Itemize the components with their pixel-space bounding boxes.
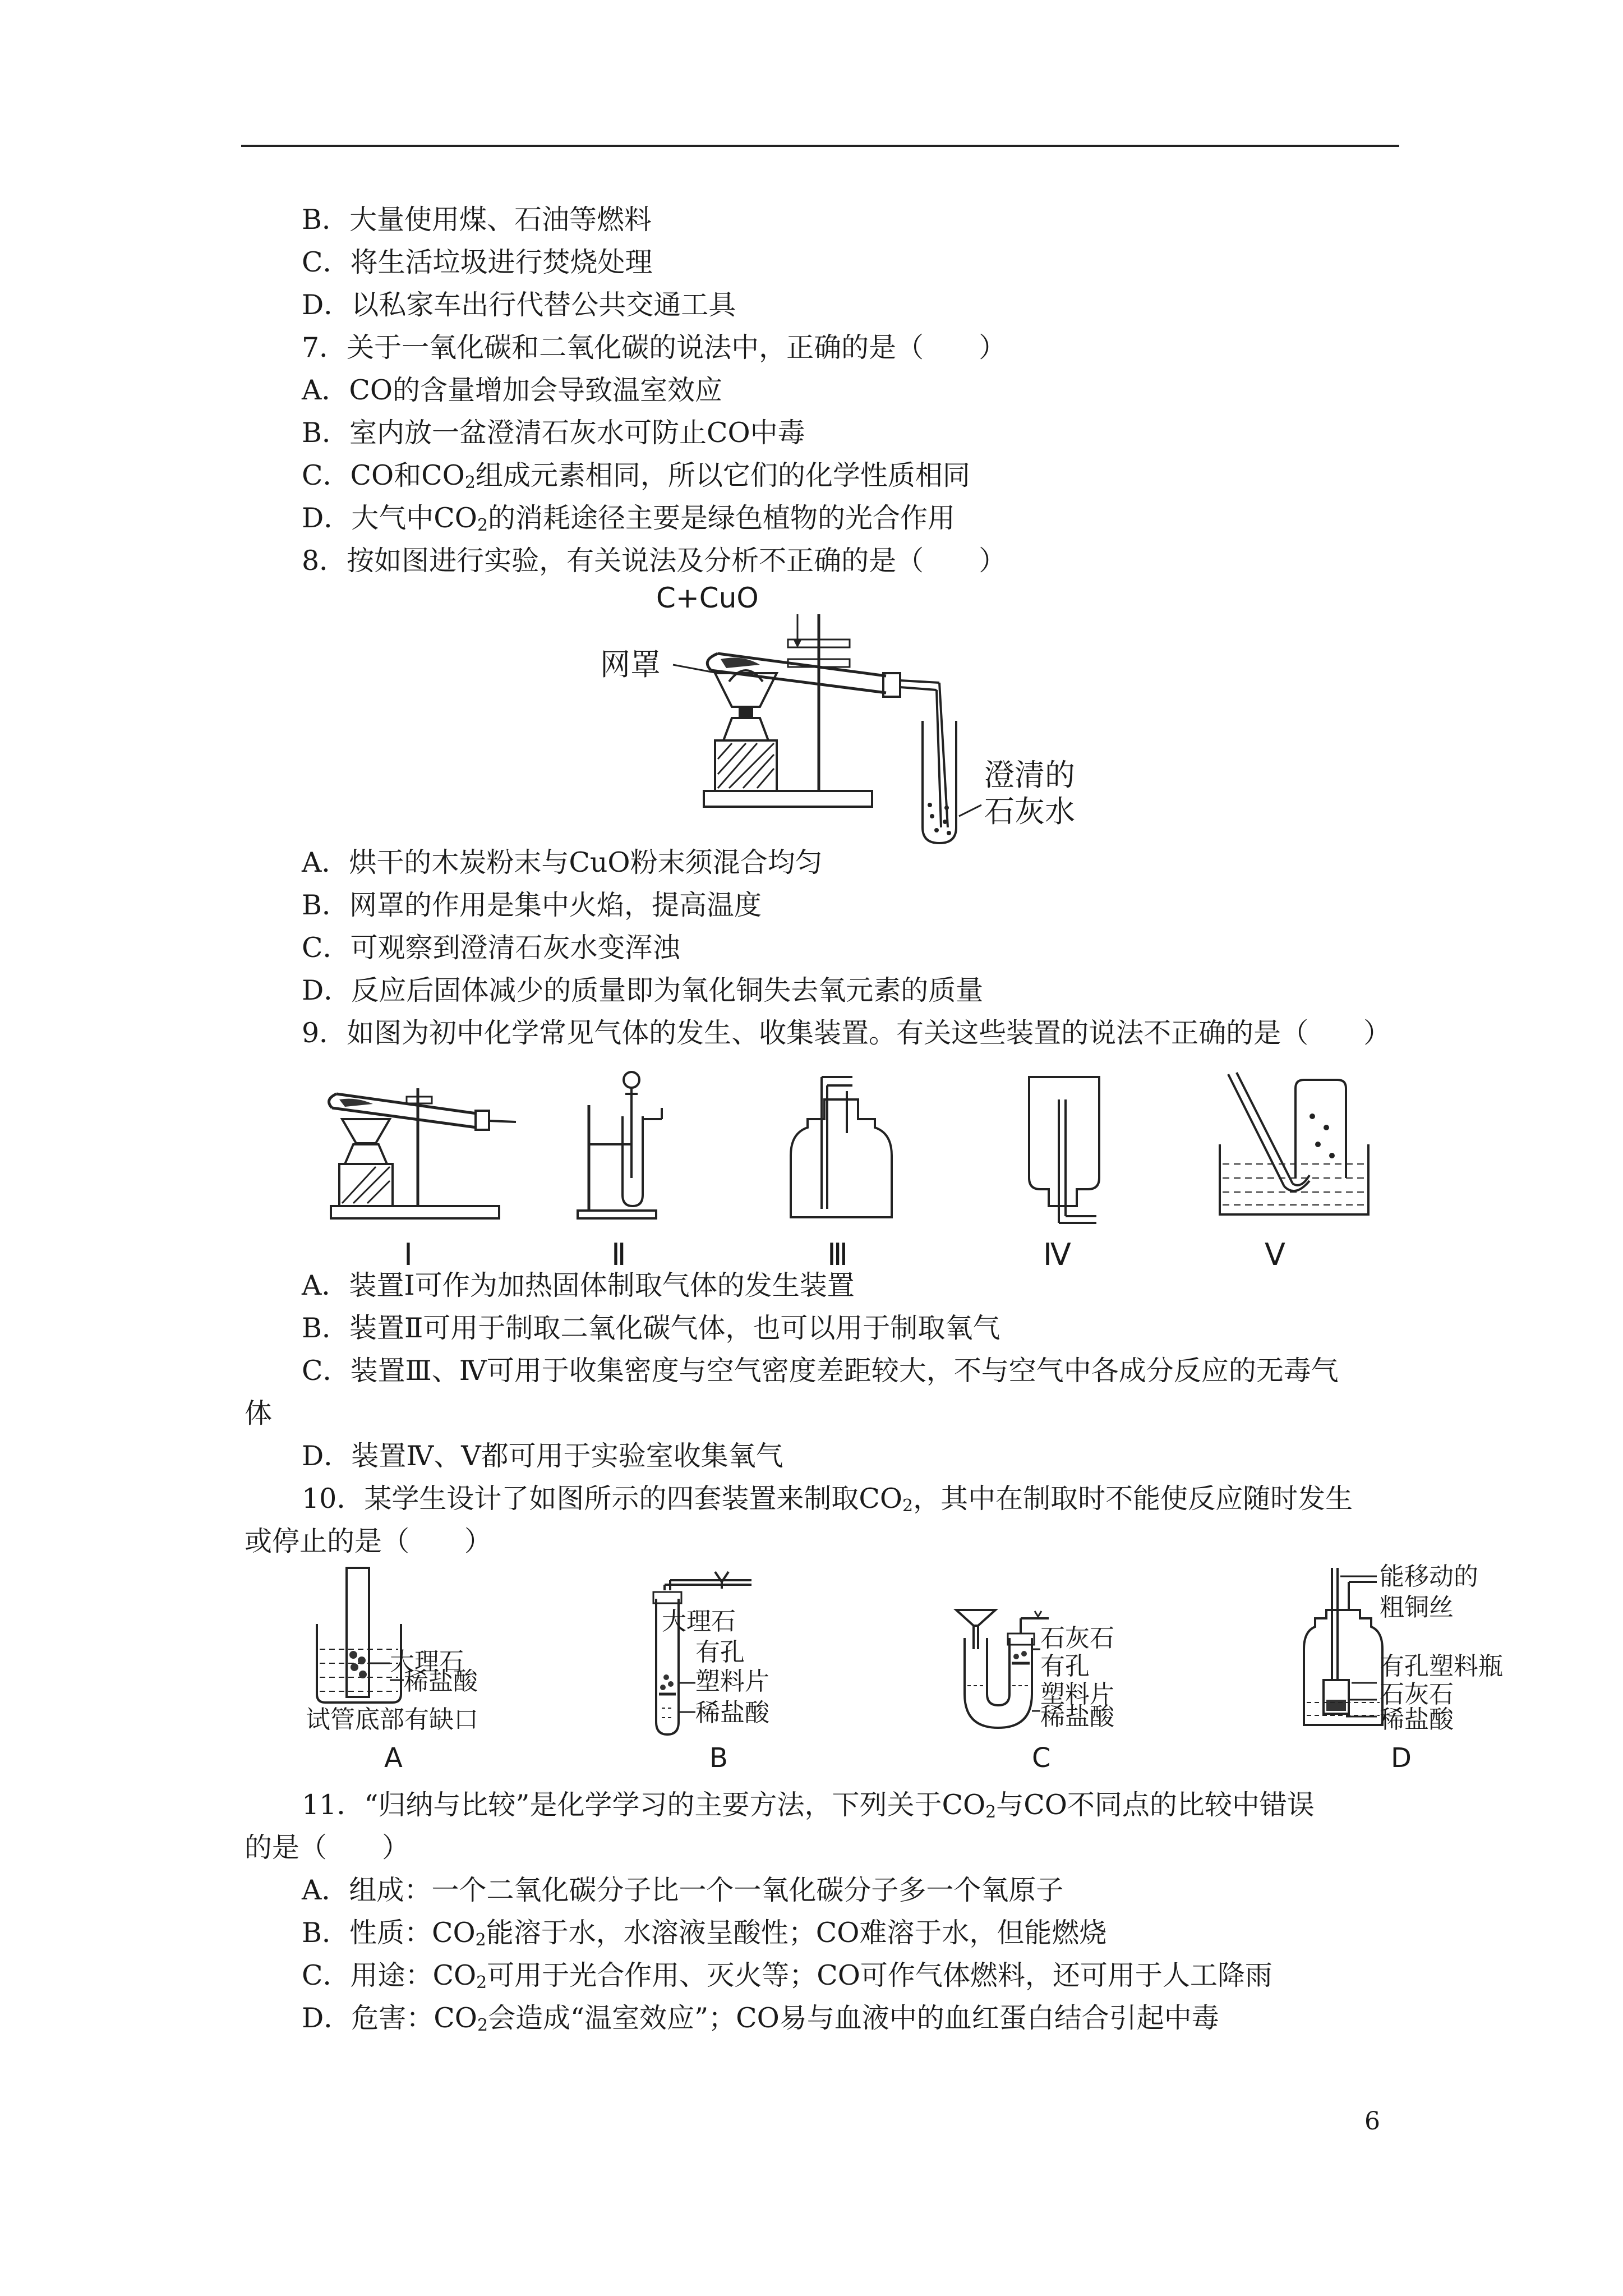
q9-option-c: C．装置Ⅲ、Ⅳ可用于收集密度与空气密度差距较大，不与空气中各成分反应的无毒气 <box>302 1355 1339 1387</box>
q11-option-b: B．性质：$CO_2$能溶于水，水溶液呈酸性；CO难溶于水，但能燃烧 <box>302 1917 1107 1950</box>
q10-apparatus-b <box>653 1572 770 1774</box>
q9-label-3: Ⅲ <box>827 1237 849 1272</box>
q8-label-limewater-1: 澄清的 <box>984 757 1075 793</box>
q8-option-d: D．反应后固体减少的质量即为氧化铜失去氧元素的质量 <box>302 974 984 1006</box>
q10-a-letter: A <box>384 1742 403 1774</box>
q6-option-c: C．将生活垃圾进行焚烧处理 <box>302 246 653 278</box>
q9-label-4: Ⅳ <box>1043 1237 1071 1272</box>
q10-c-item-3: 塑料片 <box>1040 1680 1114 1709</box>
q10-d-item-4: 石灰石 <box>1380 1680 1454 1709</box>
q10-d-item-5: 稀盐酸 <box>1380 1705 1454 1734</box>
q9-stem: 9．如图为初中化学常见气体的发生、收集装置。有关这些装置的说法不正确的是（ ） <box>302 1017 1391 1049</box>
q9-label-2: Ⅱ <box>611 1237 626 1272</box>
q10-apparatus-set <box>292 1562 1525 1789</box>
q8-option-a: A．烘干的木炭粉末与CuO粉末须混合均匀 <box>302 846 823 878</box>
q9-apparatus-5 <box>1220 1073 1368 1272</box>
q9-apparatus-4 <box>1029 1077 1099 1272</box>
q9-apparatus-1 <box>329 1088 516 1272</box>
q9-label-1: Ⅰ <box>404 1237 413 1272</box>
q10-b-item-4: 稀盐酸 <box>695 1699 769 1727</box>
q9-apparatus-3 <box>791 1077 892 1272</box>
q10-d-letter: D <box>1391 1742 1412 1774</box>
q6-option-d: D．以私家车出行代替公共交通工具 <box>302 289 736 321</box>
q10-b-item-2: 有孔 <box>695 1638 745 1667</box>
q10-b-letter: B <box>709 1742 728 1774</box>
q11-option-a: A．组成：一个二氧化碳分子比一个一氧化碳分子多一个氧原子 <box>302 1874 1064 1906</box>
q10-apparatus-c <box>956 1610 1115 1774</box>
q6-option-b: B．大量使用煤、石油等燃料 <box>302 204 652 236</box>
q10-a-caption: 试管底部有缺口 <box>306 1705 478 1734</box>
q8-option-b: B．网罩的作用是集中火焰，提高温度 <box>302 889 762 921</box>
q8-option-c: C．可观察到澄清石灰水变浑浊 <box>302 932 680 964</box>
q7-option-a: A．CO的含量增加会导致温室效应 <box>302 374 723 406</box>
q8-label-mesh: 网罩 <box>600 647 661 682</box>
q10-c-item-1: 石灰石 <box>1040 1624 1114 1653</box>
q7-option-b: B．室内放一盆澄清石灰水可防止CO中毒 <box>302 417 805 449</box>
q9-apparatus-set <box>320 1066 1385 1290</box>
q10-d-item-3: 有孔塑料瓶 <box>1380 1652 1503 1681</box>
q10-c-letter: C <box>1032 1742 1051 1774</box>
q7-stem: 7．关于一氧化碳和二氧化碳的说法中，正确的是（ ） <box>302 332 1007 364</box>
q10-a-item-2: 稀盐酸 <box>404 1667 478 1696</box>
q10-d-item-2: 粗铜丝 <box>1380 1593 1454 1622</box>
q11-stem-line1: 11．“归纳与比较”是化学学习的主要方法，下列关于$CO_2$与CO不同点的比较中错误 <box>302 1789 1315 1822</box>
q10-c-item-4: 稀盐酸 <box>1040 1703 1114 1731</box>
q7-option-d: D．大气中$CO_2$的消耗途径主要是绿色植物的光合作用 <box>302 502 956 535</box>
q7-option-c: C．CO和$CO_2$组成元素相同，所以它们的化学性质相同 <box>302 459 970 493</box>
q10-apparatus-a <box>306 1568 478 1774</box>
q9-option-b: B．装置Ⅱ可用于制取二氧化碳气体，也可以用于制取氧气 <box>302 1312 1000 1344</box>
q9-option-a: A．装置Ⅰ可作为加热固体制取气体的发生装置 <box>302 1269 855 1301</box>
q11-option-d: D．危害：$CO_2$会造成“温室效应”；CO易与血液中的血红蛋白结合引起中毒 <box>302 2002 1219 2035</box>
q10-d-item-1: 能移动的 <box>1380 1562 1478 1591</box>
q11-stem-line2: 的是（ ） <box>245 1832 410 1864</box>
q11-option-c: C．用途：$CO_2$可用于光合作用、灭火等；CO可作气体燃料，还可用于人工降雨 <box>302 1959 1272 1993</box>
q8-label-reactants: C+CuO <box>656 582 759 614</box>
q10-c-item-2: 有孔 <box>1040 1652 1090 1681</box>
q10-stem-line2: 或停止的是（ ） <box>245 1525 492 1557</box>
q10-apparatus-d <box>1304 1562 1503 1774</box>
q10-b-item-3: 塑料片 <box>695 1667 769 1696</box>
page-number: 6 <box>1364 2107 1380 2136</box>
q10-a-item-1: 大理石 <box>390 1648 464 1676</box>
q8-stem: 8．按如图进行实验，有关说法及分析不正确的是（ ） <box>302 545 1007 577</box>
q10-stem-line1: 10．某学生设计了如图所示的四套装置来制取$CO_2$，其中在制取时不能使反应随时发生 <box>302 1483 1353 1516</box>
q8-carbon-reduction-apparatus <box>589 581 1122 850</box>
q9-option-c-continued: 体 <box>245 1397 273 1429</box>
q8-label-limewater-2: 石灰水 <box>984 794 1075 829</box>
header-rule <box>241 145 1399 147</box>
q9-label-5: Ⅴ <box>1265 1237 1285 1272</box>
q9-option-d: D．装置Ⅳ、Ⅴ都可用于实验室收集氧气 <box>302 1440 783 1472</box>
q9-apparatus-2 <box>578 1072 662 1272</box>
q10-b-item-1: 大理石 <box>662 1607 736 1636</box>
